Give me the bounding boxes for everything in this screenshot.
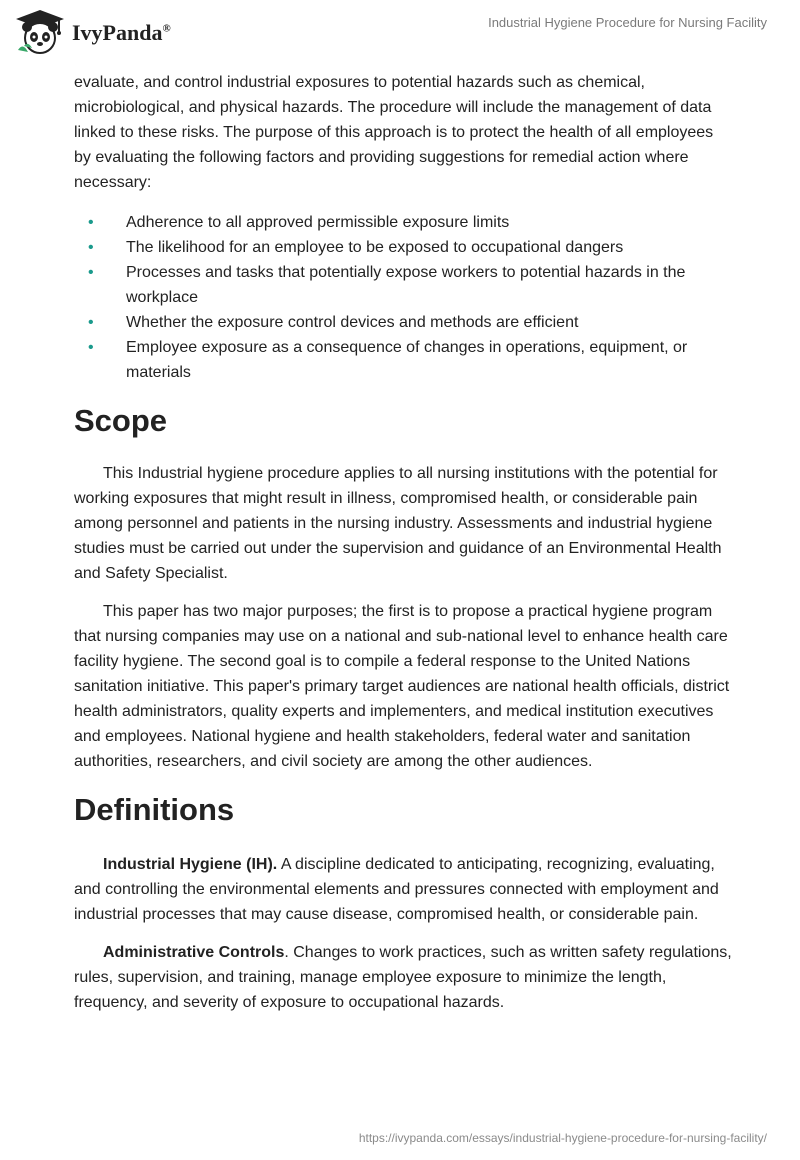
definition-text: . Changes to work practices, such as written safety regulations, rules, supervision, and training, manage employee exposure to minimize the length, frequency, and severity of exposure to occupational hazards. <box>74 944 732 1011</box>
source-url[interactable]: https://ivypanda.com/essays/industrial-hygiene-procedure-for-nursing-facility/ <box>358 1131 767 1145</box>
list-item: • Processes and tasks that potentially expose workers to potential hazards in the workplace <box>74 260 734 310</box>
definition-text: A discipline dedicated to anticipating, recognizing, evaluating, and controlling the environmental elements and pressures connected with employment and industrial processes that may cause disease, compromised health, or considerable pain. <box>74 856 719 923</box>
bullet-icon: • <box>88 214 94 231</box>
list-item: • The likelihood for an employee to be exposed to occupational dangers <box>74 235 734 260</box>
bullet-icon: • <box>88 239 94 256</box>
scope-heading: Scope <box>74 403 168 438</box>
list-item: • Adherence to all approved permissible exposure limits <box>74 210 734 235</box>
list-item: • Employee exposure as a consequence of changes in operations, equipment, or materials <box>74 335 734 385</box>
definitions-heading: Definitions <box>74 792 235 827</box>
bullet-icon: • <box>88 339 94 356</box>
article-body <box>74 70 734 1015</box>
bullet-icon: • <box>88 314 94 331</box>
panda-graduate-icon <box>14 8 66 56</box>
intro-paragraph: evaluate, and control industrial exposures to potential hazards such as chemical, microbiological, and physical hazards. The procedure will include the management of data linked to these risks. The purpose of this approach is to protect the health of all employees by evaluating the following factors and providing suggestions for remedial action where necessary: <box>74 74 714 191</box>
ivypanda-logo[interactable] <box>14 8 171 56</box>
page-header <box>0 0 800 70</box>
scope-paragraph-1: This Industrial hygiene procedure applies to all nursing institutions with the potential for working exposures that might result in illness, compromised health, or considerable pain among personnel and patients in the nursing industry. Assessments and industrial hygiene studies must be carried out under the supervision and guidance of an Environmental Health and Safety Specialist. <box>74 465 722 582</box>
factors-list <box>74 210 734 385</box>
list-item: • Whether the exposure control devices and methods are efficient <box>74 310 734 335</box>
scope-paragraph-2: This paper has two major purposes; the first is to propose a practical hygiene program that nursing companies may use on a national and sub-national level to enhance health care facility hygiene. The second goal is to compile a federal response to the United Nations sanitation initiative. This paper's primary target audiences are national health officials, district health administrators, quality experts and implementers, and medical institution executives and employees. National hygiene and health stakeholders, federal water and sanitation authorities, researchers, and civil society are among the other audiences. <box>74 603 730 770</box>
logo-wordmark: IvyPanda® <box>72 20 171 45</box>
definition-term: Administrative Controls <box>103 944 285 961</box>
document-title: Industrial Hygiene Procedure for Nursing Facility <box>488 15 767 30</box>
definition-industrial-hygiene <box>74 852 734 927</box>
definition-term: Industrial Hygiene (IH). <box>103 856 278 873</box>
definition-administrative-controls <box>74 940 734 1015</box>
bullet-icon: • <box>88 264 94 281</box>
